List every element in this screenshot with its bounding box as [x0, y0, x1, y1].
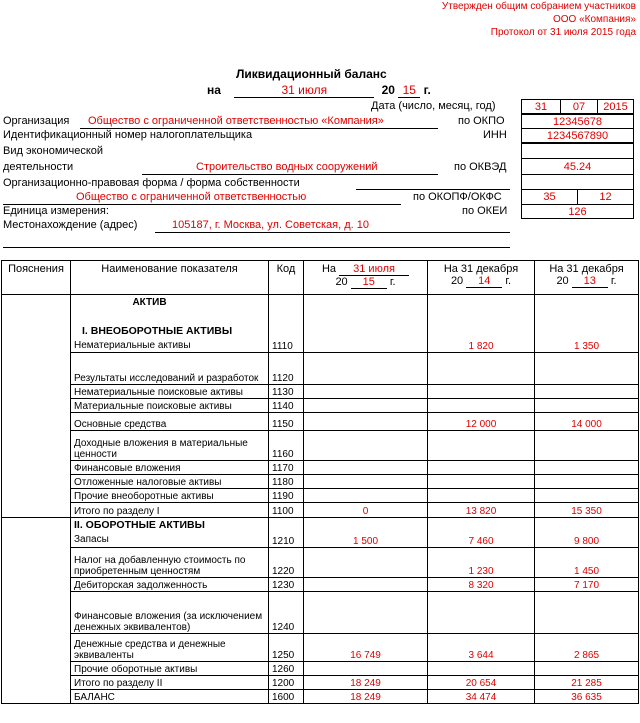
row-code: 1120: [269, 353, 304, 385]
table-row: [2, 592, 639, 634]
row-v1: [304, 548, 428, 578]
row-v3: [535, 399, 639, 413]
row-name: Финансовые вложения: [71, 461, 269, 475]
row-name: Финансовые вложения (за исключением денежных эквивалентов): [71, 592, 269, 634]
row-code: 1260: [269, 662, 304, 676]
col1-na: На: [321, 263, 336, 275]
org-value: Общество с ограниченной ответственностью «Компания»: [88, 115, 384, 127]
balance-table: [1, 260, 639, 704]
address-label: Местонахождение (адрес): [3, 219, 138, 231]
row-v3: 36 635: [535, 690, 639, 704]
row-v3: 1 450: [535, 548, 639, 578]
col3-g: г.: [610, 275, 617, 287]
date-year-prefix: 20: [381, 83, 395, 97]
row-v1: 18 249: [304, 690, 428, 704]
table-row: [2, 503, 639, 518]
row-v2: [428, 662, 535, 676]
inn-box: 1234567890: [521, 128, 634, 143]
row-v2: 20 654: [428, 676, 535, 690]
approval-line-3: Протокол от 31 июля 2015 года: [490, 27, 636, 38]
row-v3: 1 350: [535, 295, 639, 353]
okopf-box: 35: [521, 189, 578, 205]
row-v3: [535, 353, 639, 385]
row-v2: 3 644: [428, 634, 535, 662]
row-v1: 1 500: [304, 518, 428, 548]
row-name: Нематериальные поисковые активы: [71, 385, 269, 399]
col2-title: На 31 декабря: [443, 263, 519, 275]
row-code: 1220: [269, 548, 304, 578]
section-2-heading: II. ОБОРОТНЫЕ АКТИВЫ: [74, 519, 205, 531]
row-code: 1150: [269, 413, 304, 431]
col3-title: На 31 декабря: [549, 263, 624, 275]
row-v2: [428, 385, 535, 399]
row-code: 1240: [269, 592, 304, 634]
row-v1: [304, 461, 428, 475]
row-v2: 1 230: [428, 548, 535, 578]
row-v3: [535, 461, 639, 475]
date-year: 15: [398, 83, 420, 98]
col2-y20: 20: [450, 275, 464, 287]
okpo-label: по ОКПО: [458, 115, 505, 127]
unit-label: Единица измерения:: [3, 205, 109, 217]
row-code: 1170: [269, 461, 304, 475]
date-day-box: 31: [521, 99, 561, 114]
okei-label: по ОКЕИ: [462, 205, 508, 217]
row-v3: 9 800: [535, 518, 639, 548]
row-v2: [428, 399, 535, 413]
col2-g: г.: [505, 275, 512, 287]
row-v1: [304, 431, 428, 461]
table-row: [2, 690, 639, 704]
row-v2: [428, 461, 535, 475]
row-v2: 8 320: [428, 578, 535, 592]
table-row: [2, 431, 639, 461]
row-v2: 1 820: [428, 295, 535, 353]
row-code: 1200: [269, 676, 304, 690]
table-row: [2, 578, 639, 592]
row-name: Налог на добавленную стоимость по приобретенным ценностям: [71, 548, 269, 578]
activity-underline: [142, 174, 438, 175]
row-v1: [304, 662, 428, 676]
address-value: 105187, г. Москва, ул. Советская, д. 10: [172, 219, 370, 231]
form-underline-1: [356, 189, 510, 190]
row-v1: [304, 578, 428, 592]
date-year-box: 2015: [597, 99, 634, 114]
row-v2: [428, 353, 535, 385]
row-v3: 15 350: [535, 503, 639, 518]
row-code: 1600: [269, 690, 304, 704]
col-name-header: Наименование показателя: [71, 261, 269, 295]
row-v1: [304, 385, 428, 399]
row-name: Основные средства: [71, 413, 269, 431]
col-code-header: Код: [269, 261, 304, 295]
row-v1: [304, 295, 428, 353]
row-v3: [535, 431, 639, 461]
row-v2: [428, 475, 535, 489]
section-1-heading-cell: [71, 295, 269, 353]
row-v1: [304, 353, 428, 385]
row-v3: 2 865: [535, 634, 639, 662]
table-row: [2, 461, 639, 475]
row-name: Прочие внеоборотные активы: [71, 489, 269, 503]
table-row: [2, 662, 639, 676]
inn-label: ИНН: [483, 129, 507, 141]
row-name: Денежные средства и денежные эквиваленты: [71, 634, 269, 662]
approval-block: [442, 0, 636, 39]
date-na: на: [207, 83, 221, 97]
okved-box: 45.24: [521, 158, 634, 175]
section-1-heading: I. ВНЕОБОРОТНЫЕ АКТИВЫ: [82, 325, 233, 337]
row-v2: 12 000: [428, 413, 535, 431]
col1-y20: 20: [335, 276, 348, 288]
section-1-row: [2, 295, 639, 353]
activity-value: Строительство водных сооружений: [196, 161, 378, 173]
row-v1: [304, 413, 428, 431]
row-v1: 16 749: [304, 634, 428, 662]
row-v2: 34 474: [428, 690, 535, 704]
activity-label-1: Вид экономической: [3, 145, 104, 157]
row-v3: [535, 475, 639, 489]
aktiv-heading: АКТИВ: [132, 297, 167, 308]
row-code: 1210: [269, 518, 304, 548]
form-value: Общество с ограниченной ответственностью: [76, 191, 307, 203]
col1-date: 31 июля: [339, 263, 409, 276]
table-row: [2, 353, 639, 385]
okopf-label: по ОКОПФ/ОКФС: [413, 191, 502, 203]
table-row: [2, 548, 639, 578]
row-v3: 21 285: [535, 676, 639, 690]
col3-y20: 20: [556, 275, 569, 287]
document-title: Ликвидационный баланс: [236, 67, 387, 81]
date-label: Дата (число, месяц, год): [371, 100, 496, 112]
col1-header: [304, 261, 428, 295]
okei-box: 126: [521, 204, 634, 219]
row-code: 1130: [269, 385, 304, 399]
row-v2: 7 460: [428, 518, 535, 548]
approval-line-2: ООО «Компания»: [553, 14, 636, 25]
table-row: [2, 399, 639, 413]
col-notes-header: Пояснения: [2, 261, 71, 295]
col1-year: 15: [351, 276, 387, 289]
table-row: [2, 385, 639, 399]
row-v3: 14 000: [535, 413, 639, 431]
col2-header: [428, 261, 535, 295]
row-name: Результаты исследований и разработок: [71, 353, 269, 385]
notes-cell: [2, 518, 71, 704]
row-v2: [428, 431, 535, 461]
form-label: Организационно-правовая форма / форма собственности: [3, 177, 300, 189]
row-v1: [304, 475, 428, 489]
activity-label-2: деятельности: [3, 161, 74, 173]
row-name: Материальные поисковые активы: [71, 399, 269, 413]
okpo-box: 12345678: [521, 114, 634, 129]
table-header-row: [2, 261, 639, 295]
row-name: Запасы: [74, 534, 109, 545]
row-name: Итого по разделу I: [71, 503, 269, 518]
row-name: БАЛАНС: [71, 690, 269, 704]
inn-title: Идентификационный номер налогоплательщика: [3, 129, 253, 141]
table-row: [2, 489, 639, 503]
row-name: Дебиторская задолженность: [71, 578, 269, 592]
address-underline-1: [155, 232, 510, 233]
row-code: 1140: [269, 399, 304, 413]
col3-year: 13: [572, 275, 608, 288]
okopf-top-box: [521, 174, 634, 190]
table-row: [2, 634, 639, 662]
col3-header: [535, 261, 639, 295]
okfs-box: 12: [577, 189, 634, 205]
row-code: 1250: [269, 634, 304, 662]
org-label: Организация: [3, 115, 70, 127]
address-underline-2: [3, 247, 510, 248]
table-row: [2, 676, 639, 690]
row-v3: [535, 592, 639, 634]
col2-year: 14: [466, 275, 502, 288]
row-v2: 13 820: [428, 503, 535, 518]
approval-line-1: Утвержден общим собранием участников: [441, 1, 636, 12]
date-line: [207, 83, 431, 98]
row-v1: 18 249: [304, 676, 428, 690]
date-g: г.: [423, 83, 431, 97]
row-v3: 7 170: [535, 578, 639, 592]
row-code: 1190: [269, 489, 304, 503]
row-v2: [428, 592, 535, 634]
row-code: 1160: [269, 431, 304, 461]
table-body: [2, 295, 639, 704]
row-v3: [535, 489, 639, 503]
okved-top-box: [521, 143, 634, 159]
row-v1: [304, 399, 428, 413]
row-code: 1100: [269, 503, 304, 518]
section-2-heading-cell: [71, 518, 269, 548]
row-v1: [304, 592, 428, 634]
row-name: Итого по разделу II: [71, 676, 269, 690]
date-month-box: 07: [560, 99, 598, 114]
row-v2: [428, 489, 535, 503]
row-v3: [535, 662, 639, 676]
notes-cell: [2, 295, 71, 518]
table-row: [2, 413, 639, 431]
date-day-month: 31 июля: [234, 83, 374, 98]
row-v1: 0: [304, 503, 428, 518]
row-code: 1230: [269, 578, 304, 592]
row-name: Нематериальные активы: [74, 340, 191, 351]
row-name: Прочие оборотные активы: [71, 662, 269, 676]
row-v3: [535, 385, 639, 399]
row-name: Отложенные налоговые активы: [71, 475, 269, 489]
row-code: 1110: [269, 295, 304, 353]
okved-label: по ОКВЭД: [454, 161, 507, 173]
row-v1: [304, 489, 428, 503]
table-row: [2, 475, 639, 489]
col1-g: г.: [389, 276, 396, 288]
table-row: [2, 518, 639, 548]
row-name: Доходные вложения в материальные ценности: [71, 431, 269, 461]
row-code: 1180: [269, 475, 304, 489]
